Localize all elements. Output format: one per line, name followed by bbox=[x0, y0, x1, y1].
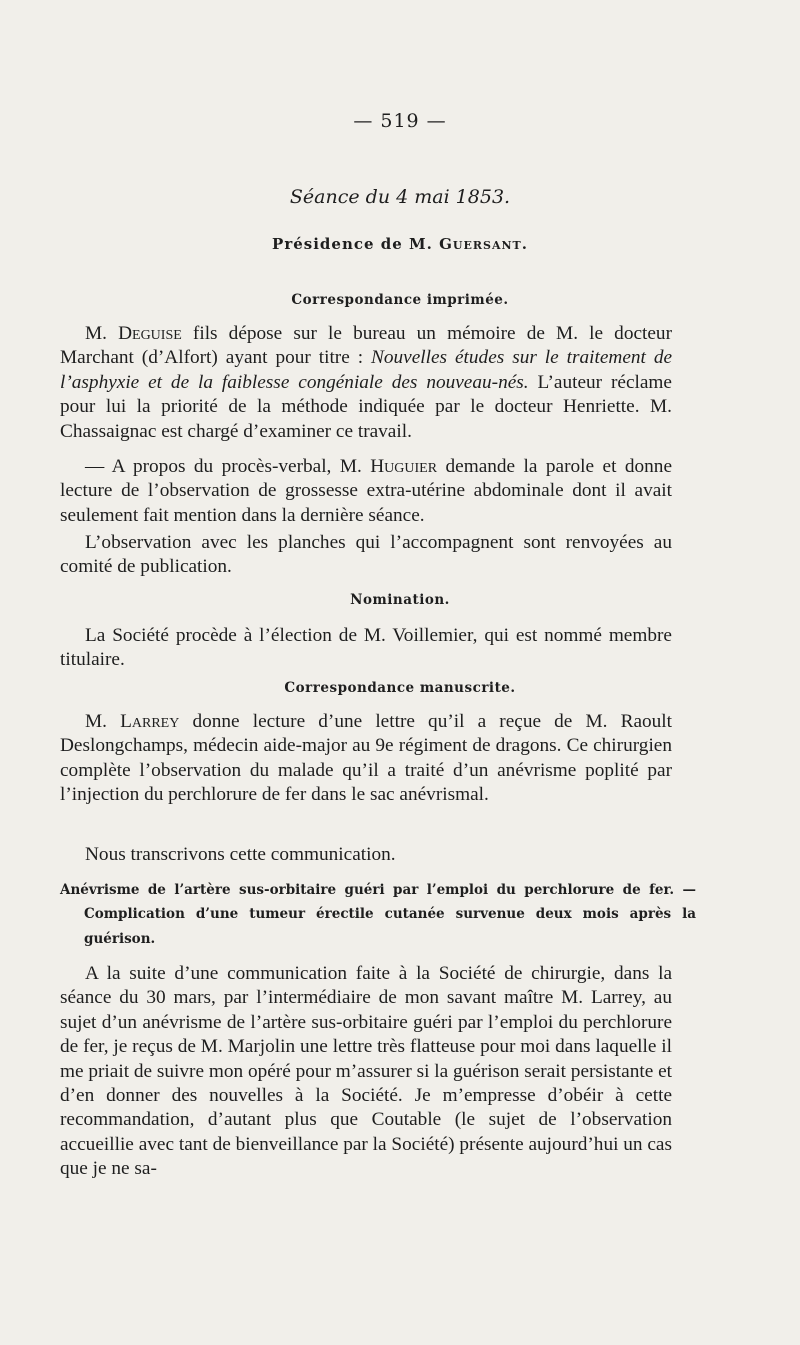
paragraph-observation bbox=[60, 531, 672, 580]
p5-text: donne lecture d’une lettre qu’il a reçue de M. Raoult Deslongchamps, médecin aide-major au 9e régiment de dragons. Ce chirurgien complète l’observation du malade qu’il a traité d’un anévrisme poplité par l’injection du perchlorure de fer dans le sac anévrismal. bbox=[60, 711, 672, 806]
paragraph-election bbox=[60, 624, 672, 673]
section-heading-correspondance-imprimee: Correspondance imprimée. bbox=[291, 292, 509, 308]
p1-text-b: L’auteur réclame pour lui la priorité de la méthode indiquée par le docteur Henriette. M. Chassaignac est chargé d’examiner ce travail. bbox=[60, 371, 672, 442]
paragraph-larrey bbox=[60, 710, 672, 808]
paragraph-communication bbox=[60, 962, 672, 1182]
name-huguier: Huguier bbox=[370, 456, 438, 477]
paragraph-deguise bbox=[60, 322, 672, 444]
p7-text: A la suite d’une communication faite à la Société de chirurgie, dans la séance du 30 mars, par l’intermédiaire de mon savant maître M. Larrey, au sujet d’un anévrisme de l’artère sus-orbitaire guéri par l’emploi du perchlorure de fer, je reçus de M. Marjolin une lettre très flatteuse pour moi dans laquelle il me priait de suivre mon opéré pour m’assurer si la guérison serait persistante et d’en donner des nouvelles à la Société. Je m’empresse d’obéir à cette recommandation, d’autant plus que Coutable (le sujet de l’observation accueillie avec tant de bienveillance par la Société) présente aujourd’hui un cas que je ne sa- bbox=[60, 963, 672, 1180]
paragraph-huguier bbox=[60, 455, 672, 528]
memoire-title: Nouvelles études sur le traitement de l’asphyxie et de la faiblesse congéniale des nouveau-nés. bbox=[60, 347, 673, 393]
section-heading-nomination: Nomination. bbox=[350, 592, 450, 608]
p2-text-b: demande la parole et donne lecture de l’observation de grossesse extra-utérine abdominale dont il avait seulement fait mention dans la dernière séance. bbox=[60, 456, 672, 526]
seance-title: Séance du 4 mai 1853. bbox=[289, 186, 511, 208]
presidence-line bbox=[60, 235, 740, 253]
p6-text: Nous transcrivons cette communication. bbox=[85, 844, 396, 865]
p2-text-a: — A propos du procès-verbal, M. bbox=[85, 456, 371, 477]
article-heading: Anévrisme de l’artère sus-orbitaire guéri par l’emploi du perchlorure de fer. — Complication d’une tumeur érectile cutanée survenue deux mois après la guérison. bbox=[60, 882, 696, 947]
p4-text: La Société procède à l’élection de M. Voillemier, qui est nommé membre titulaire. bbox=[60, 625, 672, 671]
paragraph-transcrivons bbox=[60, 843, 672, 867]
section-heading-correspondance-manuscrite: Correspondance manuscrite. bbox=[284, 680, 516, 696]
p1-text-a: fils dépose sur le bureau un mémoire de M. le docteur Marchant (d’Alfort) ayant pour titre : bbox=[60, 323, 672, 369]
president-name: Guersant. bbox=[439, 235, 528, 253]
presidence-prefix: Présidence de M. bbox=[272, 235, 433, 253]
p3-text: L’observation avec les planches qui l’accompagnent sont renvoyées au comité de publication. bbox=[60, 532, 672, 578]
name-larrey: M. Larrey bbox=[85, 711, 180, 732]
name-deguise: M. Deguise bbox=[85, 323, 182, 344]
page-number: — 519 — bbox=[353, 110, 447, 132]
